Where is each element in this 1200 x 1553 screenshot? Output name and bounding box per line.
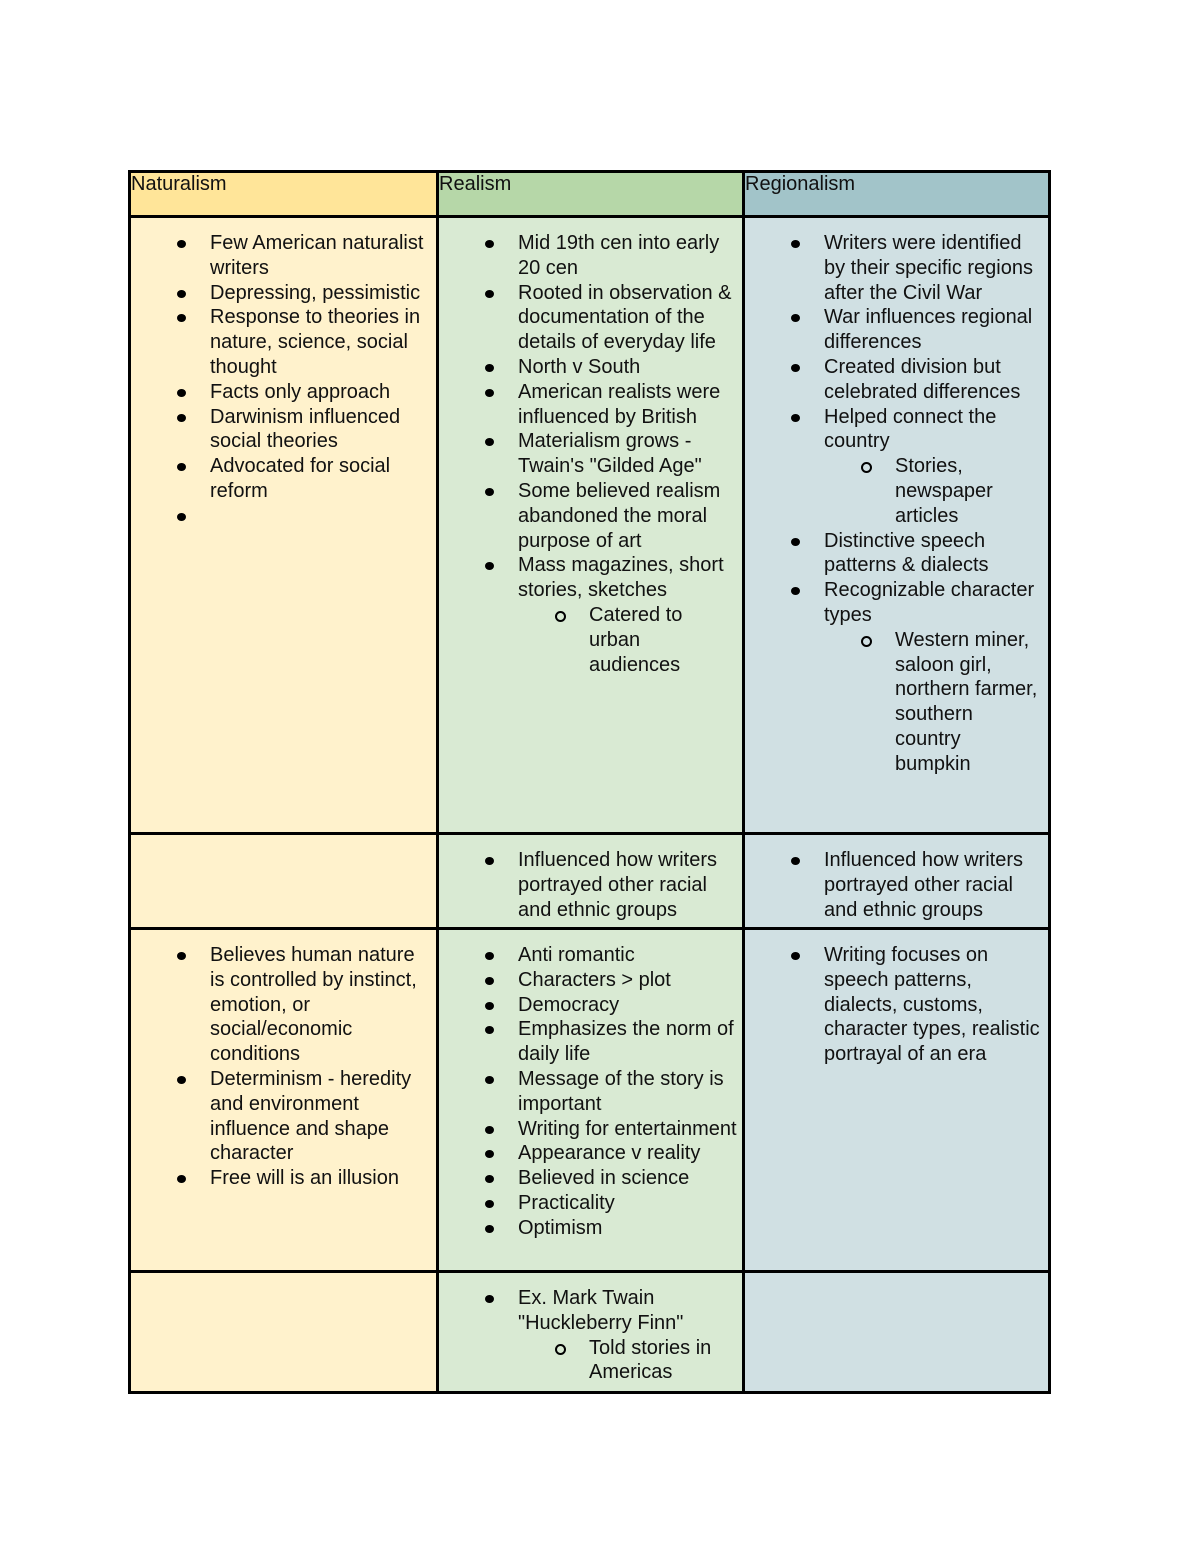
list-item: [439, 968, 742, 993]
cell-realism-row1: [438, 217, 744, 834]
list-item-text: American realists were influenced by British: [518, 380, 721, 428]
cell-realism-row3: [438, 929, 744, 1272]
list-item-text: Believed in science: [518, 1167, 690, 1190]
bullet-icon: [177, 463, 186, 471]
list-item: [439, 281, 742, 355]
table-row: [130, 929, 1050, 1272]
list-item: [131, 281, 436, 306]
bullet-icon: [791, 364, 800, 372]
hollow-bullet-icon: [555, 1344, 566, 1355]
header-row: [130, 172, 1050, 217]
list-item: [439, 1191, 742, 1216]
cell-regionalism-row3: [744, 929, 1050, 1272]
list-item-text: War influences regional differences: [824, 306, 1033, 354]
list-item-text: Some believed realism abandoned the moral purpose of art: [518, 479, 721, 552]
list-item: [745, 578, 1048, 776]
sub-bullet-list: [824, 454, 1044, 528]
bullet-icon: [485, 977, 494, 985]
sub-bullet-list: [518, 1336, 738, 1386]
cell-regionalism-row1: [744, 217, 1050, 834]
header-realism: Realism: [438, 172, 744, 217]
list-item: [745, 848, 1048, 922]
sub-bullet-list: [518, 603, 738, 677]
list-item-text: Determinism - heredity and environment influence and shape character: [210, 1067, 412, 1165]
bullet-icon: [485, 488, 494, 496]
bullet-icon: [485, 438, 494, 446]
list-item: [439, 1067, 742, 1117]
list-item-text: Facts only approach: [210, 380, 391, 403]
list-item-text: Mass magazines, short stories, sketches: [518, 554, 724, 602]
sub-list-item: [518, 603, 738, 677]
list-item: [745, 355, 1048, 405]
bullet-list: [439, 835, 742, 922]
list-item-text: Practicality: [518, 1191, 615, 1214]
bullet-icon: [485, 364, 494, 372]
list-item: [131, 1067, 436, 1166]
bullet-icon: [791, 414, 800, 422]
bullet-icon: [485, 1076, 494, 1084]
list-item-text: Anti romantic: [518, 944, 635, 966]
list-item-text: Democracy: [518, 993, 620, 1016]
list-item-text: Emphasizes the norm of daily life: [518, 1018, 734, 1066]
list-item-text: Darwinism influenced social theories: [210, 405, 401, 453]
list-item-text: Writing for entertainment: [518, 1117, 737, 1140]
cell-regionalism-row4: [744, 1272, 1050, 1393]
bullet-list: [131, 218, 436, 504]
list-item: [745, 943, 1048, 1067]
list-item-text: Believes human nature is controlled by instinct, emotion, or social/economic conditions: [210, 944, 417, 1066]
bullet-icon: [485, 290, 494, 298]
list-item-text: Rooted in observation & documentation of the details of everyday life: [518, 281, 732, 354]
bullet-icon: [177, 389, 186, 397]
list-item-text: Mid 19th cen into early 20 cen: [518, 232, 720, 279]
sub-list-item-text: Western miner, saloon girl, northern farmer, southern country bumpkin: [895, 628, 1038, 775]
bullet-icon: [791, 314, 800, 322]
sub-list-item-text: Stories, newspaper articles: [895, 455, 993, 527]
bullet-icon: [791, 538, 800, 546]
sub-list-item: [824, 628, 1044, 777]
bullet-icon: [791, 587, 800, 595]
list-item: [439, 943, 742, 968]
bullet-list: [745, 835, 1048, 922]
list-item-text: North v South: [518, 355, 641, 378]
list-item-text: Ex. Mark Twain "Huckleberry Finn": [518, 1287, 684, 1334]
list-item-text: Helped connect the country: [824, 405, 997, 453]
cell-naturalism-row4: [130, 1272, 438, 1393]
cell-naturalism-row2: [130, 834, 438, 929]
bullet-icon: [485, 1225, 494, 1233]
bullet-list: [131, 930, 436, 1191]
list-item: [439, 1216, 742, 1241]
sub-list-item: [824, 454, 1044, 528]
bullet-icon: [177, 414, 186, 422]
list-item: [439, 1166, 742, 1191]
list-item: [439, 429, 742, 479]
list-item: [131, 454, 436, 504]
bullet-icon: [485, 1150, 494, 1158]
list-item-text: Distinctive speech patterns & dialects: [824, 529, 989, 577]
list-item: [131, 380, 436, 405]
list-item: [439, 848, 742, 922]
list-item: [439, 355, 742, 380]
cell-realism-row2: [438, 834, 744, 929]
list-item-text: Recognizable character types: [824, 579, 1035, 626]
bullet-icon: [485, 562, 494, 570]
header-naturalism: Naturalism: [130, 172, 438, 217]
cell-realism-row4: [438, 1272, 744, 1393]
bullet-icon: [177, 290, 186, 298]
bullet-icon: [177, 513, 186, 521]
list-item: [439, 479, 742, 553]
bullet-icon: [485, 240, 494, 248]
cell-regionalism-row2: [744, 834, 1050, 929]
bullet-icon: [485, 389, 494, 397]
list-item: [439, 1141, 742, 1166]
list-item: [745, 529, 1048, 579]
list-item-text: Response to theories in nature, science, social thought: [210, 306, 421, 378]
list-item-text: Message of the story is important: [518, 1067, 724, 1115]
sub-list-item: [518, 1336, 738, 1386]
list-item-text: Appearance v reality: [518, 1142, 701, 1165]
list-item: [439, 993, 742, 1018]
hollow-bullet-icon: [861, 462, 872, 473]
list-item-text: Created division but celebrated differences: [824, 355, 1021, 403]
list-item: [439, 553, 742, 677]
bullet-icon: [485, 1175, 494, 1183]
bullet-icon: [177, 314, 186, 322]
list-item: [439, 1017, 742, 1067]
list-item: [131, 943, 436, 1067]
list-item-text: Free will is an illusion: [210, 1167, 399, 1190]
list-item: [131, 405, 436, 455]
list-item: [745, 405, 1048, 529]
sub-bullet-list: [824, 628, 1044, 777]
list-item: [131, 305, 436, 379]
list-item-text: Influenced how writers portrayed other racial and ethnic groups: [824, 849, 1023, 921]
list-item: [745, 231, 1048, 305]
list-item-text: Few American naturalist writers: [210, 232, 424, 279]
hollow-bullet-icon: [555, 611, 566, 622]
list-item: [131, 1166, 436, 1191]
bullet-icon: [485, 857, 494, 865]
bullet-icon: [791, 240, 800, 248]
table-row: [130, 1272, 1050, 1393]
hollow-bullet-icon: [861, 636, 872, 647]
list-item: [439, 231, 742, 281]
list-item-text: Depressing, pessimistic: [210, 281, 421, 304]
bullet-icon: [791, 952, 800, 960]
list-item: [439, 1117, 742, 1142]
bullet-list: [439, 930, 742, 1241]
list-item-text: Characters > plot: [518, 968, 671, 991]
list-item-text: Materialism grows - Twain's "Gilded Age": [518, 430, 702, 478]
table-row: [130, 834, 1050, 929]
list-item: [439, 380, 742, 430]
cell-naturalism-row3: [130, 929, 438, 1272]
table-row: [130, 217, 1050, 834]
list-item-text: Writing focuses on speech patterns, dialects, customs, character types, realistic portrayal of an era: [824, 944, 1040, 1066]
bullet-icon: [791, 857, 800, 865]
header-regionalism: Regionalism: [744, 172, 1050, 217]
bullet-icon: [485, 1295, 494, 1303]
bullet-icon: [177, 240, 186, 248]
bullet-list: [745, 930, 1048, 1067]
list-item-text: Writers were identified by their specific regions after the Civil War: [824, 232, 1033, 304]
sub-list-item-text: Catered to urban audiences: [589, 603, 683, 676]
list-item: [439, 1286, 742, 1385]
bullet-list: [439, 1273, 742, 1385]
bullet-icon: [485, 952, 494, 960]
cell-naturalism-row1: [130, 217, 438, 834]
bullet-icon: [485, 1200, 494, 1208]
list-item: [745, 305, 1048, 355]
bullet-icon: [177, 1175, 186, 1183]
bullet-icon: [177, 952, 186, 960]
sub-list-item-text: Told stories in Americas: [589, 1336, 712, 1384]
bullet-icon: [485, 1026, 494, 1034]
list-item: [131, 231, 436, 281]
comparison-table: [128, 170, 1051, 1394]
list-item-text: Influenced how writers portrayed other racial and ethnic groups: [518, 849, 717, 921]
bullet-icon: [485, 1126, 494, 1134]
bullet-icon: [485, 1002, 494, 1010]
bullet-list: [745, 218, 1048, 777]
list-item-text: Optimism: [518, 1216, 603, 1239]
bullet-list: [439, 218, 742, 677]
bullet-icon: [177, 1076, 186, 1084]
list-item-text: Advocated for social reform: [210, 455, 391, 502]
